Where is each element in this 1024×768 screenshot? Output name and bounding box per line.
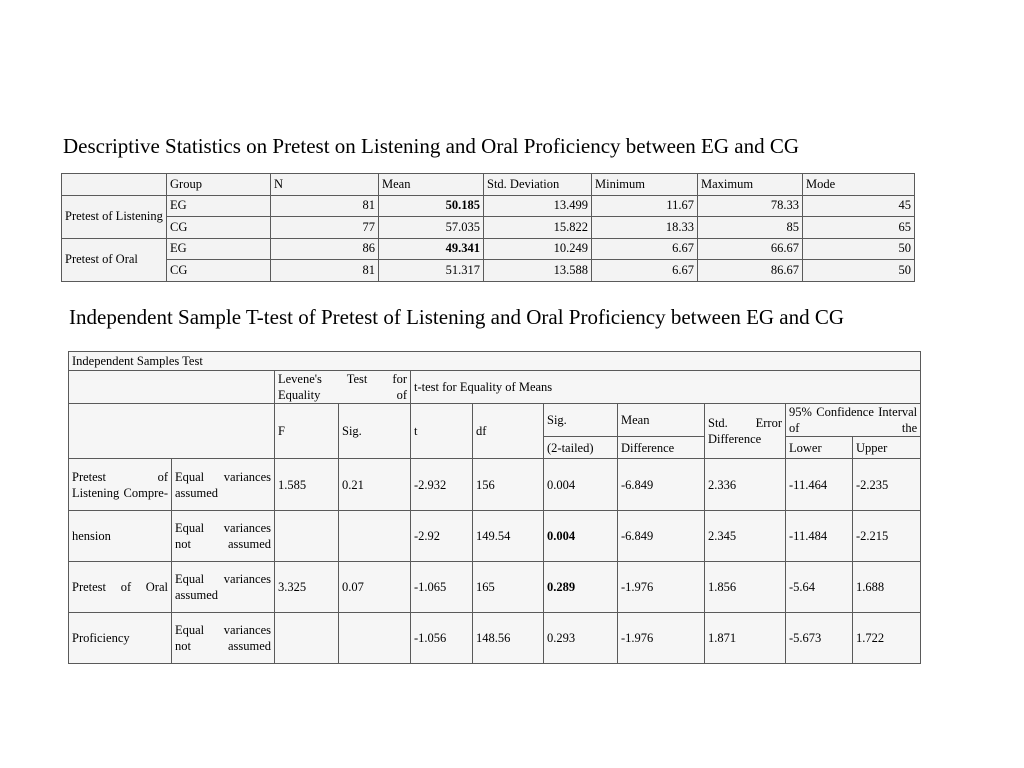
cell-sig (339, 613, 411, 664)
cell-se: 1.856 (705, 562, 786, 613)
cell-std: 10.249 (484, 238, 592, 260)
cell-lower: -11.484 (786, 511, 853, 562)
cell-t: -2.932 (411, 459, 473, 511)
table-row (62, 260, 915, 282)
cell-df: 149.54 (473, 511, 544, 562)
cell-mean: 51.317 (379, 260, 484, 282)
cell-n: 77 (271, 217, 379, 239)
cell-f: 1.585 (275, 459, 339, 511)
cell-se: 1.871 (705, 613, 786, 664)
cell-f: 3.325 (275, 562, 339, 613)
header-sig: Sig. (339, 404, 411, 459)
header-f: F (275, 404, 339, 459)
cell-upper: 1.688 (853, 562, 921, 613)
cell-max: 78.33 (698, 195, 803, 217)
ttest-header: t-test for Equality of Means (411, 371, 921, 404)
cell-t: -1.065 (411, 562, 473, 613)
group-header-row (69, 371, 921, 404)
cell-mean: 50.185 (379, 195, 484, 217)
cell-lower: -11.464 (786, 459, 853, 511)
header-md-sub: Difference (618, 437, 705, 459)
cell-mean: 57.035 (379, 217, 484, 239)
header-group: Group (167, 174, 271, 196)
cell-md: -1.976 (618, 562, 705, 613)
cell-std: 15.822 (484, 217, 592, 239)
row-group-label: Pretest of Listening (62, 195, 167, 238)
cell-upper: -2.235 (853, 459, 921, 511)
cell-min: 18.33 (592, 217, 698, 239)
cell-lower: -5.673 (786, 613, 853, 664)
row-group-label: Pretest of Oral (62, 238, 167, 281)
cell-df: 148.56 (473, 613, 544, 664)
cell-sig2: 0.289 (544, 562, 618, 613)
levene-header: Levene's Test for Equality of (275, 371, 411, 404)
independent-samples-test-table (68, 351, 921, 664)
cell-se: 2.336 (705, 459, 786, 511)
caption-row (69, 352, 921, 371)
cell-max: 86.67 (698, 260, 803, 282)
cell-df: 165 (473, 562, 544, 613)
cell-mean: 49.341 (379, 238, 484, 260)
table-row (69, 459, 921, 511)
table-row (62, 217, 915, 239)
header-confidence-interval: 95% Confidence Interval of the (786, 404, 921, 437)
cell-group: EG (167, 238, 271, 260)
cell-upper: 1.722 (853, 613, 921, 664)
header-mean-difference: Mean (618, 404, 705, 437)
header-lower: Lower (786, 437, 853, 459)
cell-sig: 0.21 (339, 459, 411, 511)
table-row (62, 195, 915, 217)
descriptive-statistics-table (61, 173, 915, 282)
cell-n: 86 (271, 238, 379, 260)
row-group-label: Pretest of Oral (69, 562, 172, 613)
header-n: N (271, 174, 379, 196)
cell-assumption: Equal variances assumed (172, 562, 275, 613)
cell-mode: 50 (803, 260, 915, 282)
cell-std: 13.588 (484, 260, 592, 282)
cell-min: 6.67 (592, 260, 698, 282)
cell-t: -1.056 (411, 613, 473, 664)
header-empty (69, 404, 275, 459)
header-empty (69, 371, 275, 404)
cell-f (275, 613, 339, 664)
cell-lower: -5.64 (786, 562, 853, 613)
cell-md: -6.849 (618, 511, 705, 562)
cell-df: 156 (473, 459, 544, 511)
table-row (62, 238, 915, 260)
cell-mode: 45 (803, 195, 915, 217)
cell-md: -6.849 (618, 459, 705, 511)
header-std-error-difference: Std. Error Difference (705, 404, 786, 459)
cell-sig2: 0.004 (544, 459, 618, 511)
cell-n: 81 (271, 260, 379, 282)
header-mode: Mode (803, 174, 915, 196)
cell-sig2: 0.293 (544, 613, 618, 664)
cell-group: EG (167, 195, 271, 217)
header-upper: Upper (853, 437, 921, 459)
cell-group: CG (167, 217, 271, 239)
row-group-label: Pretest of Listening Compre- (69, 459, 172, 511)
row-group-label-cont: hension (69, 511, 172, 562)
cell-assumption: Equal variances assumed (172, 459, 275, 511)
cell-std: 13.499 (484, 195, 592, 217)
table-caption: Independent Samples Test (69, 352, 921, 371)
cell-t: -2.92 (411, 511, 473, 562)
header-sig-sub: (2-tailed) (544, 437, 618, 459)
row-group-label-cont: Proficiency (69, 613, 172, 664)
table-header-row (62, 174, 915, 196)
header-t: t (411, 404, 473, 459)
cell-assumption: Equal variances not assumed (172, 613, 275, 664)
table-row (69, 511, 921, 562)
header-mean: Mean (379, 174, 484, 196)
cell-max: 66.67 (698, 238, 803, 260)
cell-sig2: 0.004 (544, 511, 618, 562)
table1-title: Descriptive Statistics on Pretest on Listening and Oral Proficiency between EG and CG (63, 134, 799, 158)
cell-sig: 0.07 (339, 562, 411, 613)
table-row (69, 562, 921, 613)
cell-sig (339, 511, 411, 562)
cell-group: CG (167, 260, 271, 282)
header-max: Maximum (698, 174, 803, 196)
header-cell-empty (62, 174, 167, 196)
header-std: Std. Deviation (484, 174, 592, 196)
header-min: Minimum (592, 174, 698, 196)
cell-upper: -2.215 (853, 511, 921, 562)
table2-title: Independent Sample T-test of Pretest of Listening and Oral Proficiency between EG and CG (69, 305, 845, 329)
cell-f (275, 511, 339, 562)
table-row (69, 613, 921, 664)
cell-mode: 50 (803, 238, 915, 260)
column-header-row (69, 404, 921, 437)
cell-assumption: Equal variances not assumed (172, 511, 275, 562)
cell-min: 6.67 (592, 238, 698, 260)
cell-min: 11.67 (592, 195, 698, 217)
cell-n: 81 (271, 195, 379, 217)
cell-max: 85 (698, 217, 803, 239)
cell-se: 2.345 (705, 511, 786, 562)
cell-mode: 65 (803, 217, 915, 239)
cell-md: -1.976 (618, 613, 705, 664)
header-sig-2tailed: Sig. (544, 404, 618, 437)
header-df: df (473, 404, 544, 459)
